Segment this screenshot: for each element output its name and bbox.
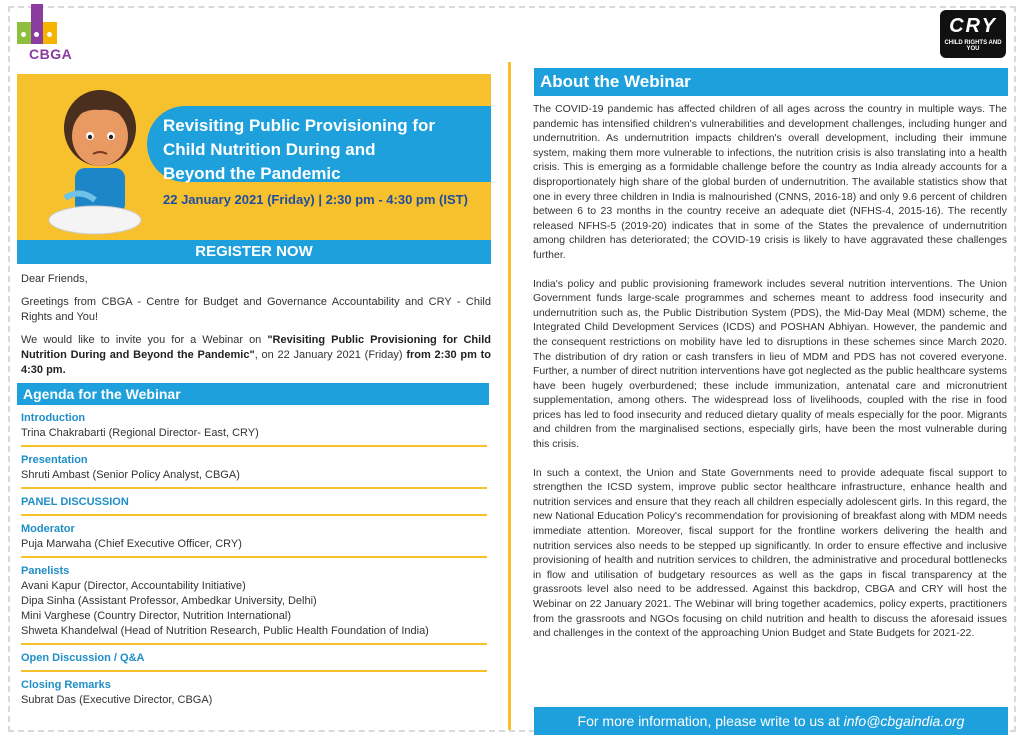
greeting-paragraph: Greetings from CBGA - Centre for Budget and Governance Accountability and CRY - Child Rights and You! (21, 296, 491, 323)
agenda-item-title: Panelists (21, 565, 70, 577)
invitation-paragraph: We would like to invite you for a Webinar on "Revisiting Public Provisioning for Child Nutrition During and Beyond the Pandemic", on 22 January 2021 (Friday) from 2:30 pm to 4:30 pm. (21, 334, 491, 376)
agenda-item (21, 453, 487, 489)
agenda-item-title: Moderator (21, 523, 75, 535)
about-paragraph-3: In such a context, the Union and State Governments need to provide adequate fiscal support to strengthen the ICSD system, improve public sector healthcare infrastructure, enhance health and nutrition services and ensure that they reach all children especially adolescent girls. In this regard, the new National Education Policy's recommendation for provisioning of breakfast along with MDM needs immediate attention. Moreover, fiscal support for the frontline workers delivering the health and nutrition services also needs to be stepped up significantly. In order to ensure effective and inclusive provisioning of health and nutrition services to children, the administrative and procedural bottlenecks in flow and utilisation of budgetary resources as well as the gaps in fiscal transparency at the grassroots level also need to be addressed. Against this backdrop, CBGA and CRY will host the Webinar on 22 January 2021. The Webinar will bring together academics, policy experts, practitioners from the grassroots and NGOs focusing on child nutrition and health to discuss the aforesaid issues and challenges in the context of the approaching Union Budget and State Budgets for 2021-22. (533, 466, 1007, 640)
contact-footer: For more information, please write to us at info@cbgaindia.org (534, 707, 1008, 735)
invitation-text (21, 272, 491, 386)
agenda-item (21, 564, 487, 645)
register-now-button[interactable]: REGISTER NOW (17, 240, 491, 264)
about-heading: About the Webinar (534, 68, 1008, 96)
agenda-item-title: Introduction (21, 412, 86, 424)
banner-date: 22 January 2021 (Friday) | 2:30 pm - 4:30 pm (IST) (163, 192, 468, 207)
agenda-item (21, 651, 487, 672)
agenda-item-person: Dipa Sinha (Assistant Professor, Ambedkar University, Delhi) (21, 595, 317, 607)
agenda-item (21, 522, 487, 558)
agenda-item-person: Trina Chakrabarti (Regional Director- East, CRY) (21, 427, 259, 439)
agenda-heading: Agenda for the Webinar (17, 383, 489, 405)
agenda-item-person: Puja Marwaha (Chief Executive Officer, CRY) (21, 538, 242, 550)
agenda-item-title: PANEL DISCUSSION (21, 496, 129, 508)
agenda-item-person: Mini Varghese (Country Director, Nutrition International) (21, 610, 292, 622)
agenda-item (21, 495, 487, 516)
girl-illustration-icon (45, 80, 155, 240)
agenda-item-person: Avani Kapur (Director, Accountability Initiative) (21, 580, 246, 592)
column-divider (508, 62, 511, 730)
cry-logo: CRY CHILD RIGHTS AND YOU (940, 10, 1006, 58)
agenda-item-title: Open Discussion / Q&A (21, 652, 145, 664)
cbga-logo: CBGA (17, 4, 69, 62)
about-paragraph-2: India's policy and public provisioning framework includes several nutrition interventions. The Union Government funds large-scale programmes and schemes meant to address food insecurity and undernutrition such as, the Public Distribution System (PDS), the Mid-Day Meal (MDM) scheme, the Integrated Child Development Services (ICDS) and POSHAN Abhiyan. However, the pandemic and the consequent restrictions on mobility have led to disruptions in these schemes since March 2020. The distribution of dry ration or cash transfers in lieu of MDM and PDS has not covered everyone. Further, a number of direct nutrition interventions have got neglected as the public healthcare systems have been hugely overburdened; these include immunization, antenatal care and micronutrient supplementation, among others. The widespread loss of livelihoods, coupled with the rise in food prices has led to food insecurity and reduced dietary quality of meals especially for the poor. Migrants and children from the marginalised sections, especially girls, have been the most vulnerable during this crisis. (533, 277, 1007, 451)
agenda-item-title: Closing Remarks (21, 679, 111, 691)
banner (17, 74, 491, 240)
agenda-list (21, 411, 487, 718)
contact-email-link[interactable]: info@cbgaindia.org (843, 713, 965, 729)
agenda-item-person: Subrat Das (Executive Director, CBGA) (21, 694, 213, 706)
agenda-item-person: Shruti Ambast (Senior Policy Analyst, CBGA) (21, 469, 240, 481)
agenda-item (21, 411, 487, 447)
about-paragraph-1: The COVID-19 pandemic has affected children of all ages across the country in multiple ways. The pandemic has intensified children's vulnerabilities and development challenges, including hunger and undernutrition. As undernutrition impacts children's overall development, including their immune system, making them more vulnerable to infections, the nutrition crisis is also translating into a health crisis. This is emerging as a formidable challenge before the country as India already accounts for a disproportionately high share of the global burden of undernutrition. The available statistics show that one in every three children in India is malnourished (CNNS, 2016-18) and only 9.6 percent of children between 6 to 23 months in the country receive an adequate diet (NFHS-4, 2015-16). The recently released NFHS-5 (2019-20) indicates that in some of the States the prevalence of undernutrition among children has deteriorated; the COVID-19 crisis is likely to have aggravated these challenges further. (533, 103, 1007, 261)
agenda-item-title: Presentation (21, 454, 88, 466)
banner-title: Revisiting Public Provisioning for Child Nutrition During and Beyond the Pandemic (163, 116, 436, 183)
about-text (533, 102, 1007, 655)
agenda-item (21, 678, 487, 712)
greeting: Dear Friends, (21, 273, 88, 285)
agenda-item-person: Shweta Khandelwal (Head of Nutrition Research, Public Health Foundation of India) (21, 625, 429, 637)
